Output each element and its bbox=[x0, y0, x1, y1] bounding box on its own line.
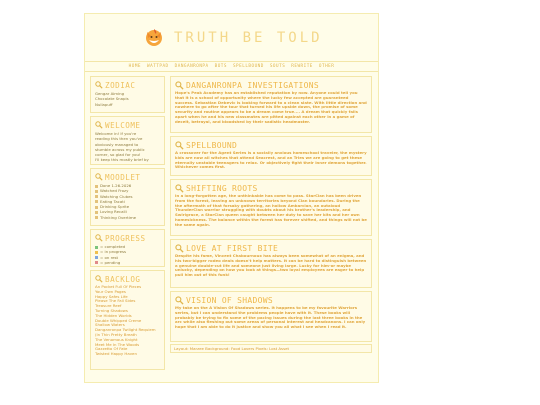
bullet-icon bbox=[95, 195, 98, 198]
moodlet-item: Watched Frozy bbox=[95, 188, 160, 193]
magnifier-icon bbox=[175, 244, 184, 253]
backlog-item[interactable]: Happy Safes Life bbox=[95, 293, 128, 299]
backlog-item[interactable]: Please The Fall Sides bbox=[95, 298, 136, 304]
post-text: My take on the A Vision Of Shadows series. It happens to be my favourite Warriors series, but I can understand the problems people have with it. These books will probably be trying to fix some of the pacing issues during the last three books in the arc while also fleshing out some areas of personal interest and headcanons. I can only hope that I am able to do it justice and show you all what I see when I read it. bbox=[175, 305, 366, 330]
zodiac-box bbox=[90, 76, 165, 113]
backlog-item[interactable]: Danganronpa Twilight Requiem (In Thin Pretty Breath bbox=[95, 327, 156, 337]
backlog-item[interactable]: An Pocket Full Of Pieces bbox=[95, 284, 142, 289]
progress-item: = in progress bbox=[95, 249, 160, 254]
progress-title: PROGRESS bbox=[105, 233, 146, 243]
status-dot-icon bbox=[95, 246, 98, 249]
nav-other[interactable]: OTHER bbox=[318, 64, 335, 69]
nav-rewrite[interactable]: REWRITE bbox=[291, 64, 313, 69]
bullet-icon bbox=[95, 211, 98, 214]
magnifier-icon bbox=[95, 121, 103, 129]
welcome-line: stumble across my public bbox=[95, 146, 145, 152]
zodiac-line: Nullapuff bbox=[95, 101, 113, 107]
backlog-title: BACKLOG bbox=[105, 274, 141, 284]
magnifier-icon bbox=[175, 184, 184, 193]
magnifier-icon bbox=[175, 296, 184, 305]
moodlet-item: Drinking Sprite bbox=[95, 204, 160, 209]
post-vision-of-shadows bbox=[170, 291, 372, 342]
top-nav bbox=[85, 61, 378, 72]
moodlet-item: Loving Recalli bbox=[95, 209, 160, 214]
post-text: A crossover for the Agent Series is a socially anxious homeschool traveler, the mystery kids are now all witches that attend Seacrest, and an Tries we are going to get these eternally unstable teenagers to relax. Or objectively fight their inner demons together. Whichever comes first. bbox=[175, 150, 367, 170]
moodlet-item: Watching Clubes bbox=[95, 194, 160, 199]
post-danganronpa-investigations bbox=[170, 76, 372, 133]
post-title[interactable]: SHIFTING ROOTS bbox=[186, 183, 258, 193]
progress-box bbox=[90, 229, 165, 267]
moodlet-title: MOODLET bbox=[105, 172, 141, 182]
post-title[interactable]: DANGANRONPA INVESTIGATIONS bbox=[186, 80, 320, 90]
magnifier-icon bbox=[95, 173, 103, 181]
progress-item: = on rest bbox=[95, 255, 160, 260]
welcome-line: corner, so glad for you! bbox=[95, 152, 141, 158]
backlog-item[interactable]: Shallow Waters bbox=[95, 322, 125, 328]
footer-credits: Layout: Marzee Background: Food Lovers Pixels: Lost Asset bbox=[170, 344, 372, 353]
welcome-line: Welcome in! If you're bbox=[95, 131, 137, 136]
moodlet-item: Done 1.26.2026 bbox=[95, 183, 160, 188]
welcome-box bbox=[90, 116, 165, 165]
backlog-item[interactable]: Meet Me In The Woods bbox=[95, 341, 140, 347]
nav-spellbound[interactable]: SPELLBOUND bbox=[232, 64, 264, 69]
bullet-icon bbox=[95, 190, 98, 193]
bullet-icon bbox=[95, 206, 98, 209]
moodlet-item: Eating Tacati bbox=[95, 199, 160, 204]
post-text: In a long-forgotten age, the unthinkable has come to pass. StarClan has been driven from the forest, leaving an unknown territories beyond Clan boundaries. During the the aftermath of that forsaky gathering, an hollow Ambarclan, an outaloud ThunderClan warrior struggling with doubts about his brother's leadership, and Swirlgrace, a StarClan queen caught between her duty to save her kits and her own homesickness. The balance within the forest has forever shifted, and things will not be the same again. bbox=[175, 193, 367, 227]
progress-item: = completed bbox=[95, 244, 160, 249]
post-text: Hope's Peak Academy has an established reputation by now. Anyone could tell you that it is a school of opportunity where the lucky few accepted are guaranteed success. Sebastian Debevic is looking forward to a clean slate. With little direction and nowhere to go after the tour that turned his life upside down, the promise of some security and routine appears to be a dream come true.... A dream that quickly falls apart when he and his new classmates are pitted against each other in a game of deceit, betrayal, and bloodshed by their sadistic headmaster. bbox=[175, 90, 367, 124]
backlog-item[interactable]: Gazzetto Of Fate bbox=[95, 346, 128, 352]
zodiac-line: Chocolate Snapis bbox=[95, 96, 129, 102]
post-title[interactable]: LOVE AT FIRST BITE bbox=[186, 243, 279, 253]
zodiac-title: ZODIAC bbox=[105, 80, 136, 90]
moodlet-item: Thinking Overtime bbox=[95, 215, 160, 220]
backlog-item[interactable]: Turning Shadows bbox=[95, 307, 128, 313]
post-shifting-roots bbox=[170, 179, 372, 236]
backlog-item[interactable]: Treasure Reef bbox=[95, 303, 122, 309]
backlog-item[interactable]: The Venomous Knight bbox=[95, 336, 138, 342]
welcome-line: reading this then you've bbox=[95, 136, 143, 142]
moodlet-box bbox=[90, 168, 165, 226]
sidebar bbox=[90, 76, 165, 373]
header bbox=[85, 14, 378, 60]
nav-bots[interactable]: BOTS bbox=[214, 64, 227, 69]
welcome-line: I'll keep this mostly brief by bbox=[95, 157, 149, 163]
nav-danganronpa[interactable]: DANGANRONPA bbox=[174, 64, 209, 69]
welcome-title: WELCOME bbox=[105, 120, 141, 130]
bullet-icon bbox=[95, 200, 98, 203]
welcome-line: obviously managed to bbox=[95, 141, 139, 147]
backlog-item[interactable]: The Hidden Worlds bbox=[95, 312, 132, 318]
nav-home[interactable]: HOME bbox=[128, 64, 142, 69]
magnifier-icon bbox=[95, 81, 103, 89]
fox-logo-icon bbox=[143, 26, 165, 48]
status-dot-icon bbox=[95, 256, 98, 259]
bullet-icon bbox=[95, 216, 98, 219]
status-dot-icon bbox=[95, 251, 98, 254]
bullet-icon bbox=[95, 185, 98, 188]
magnifier-icon bbox=[95, 275, 103, 283]
post-love-at-first-bite bbox=[170, 239, 372, 288]
progress-item: = pending bbox=[95, 260, 160, 265]
post-spellbound bbox=[170, 136, 372, 176]
post-text: Despite his fame, Vincent Chabournoux has always been somewhat of an enigma, and his two-bigger rodeo deals doesn't help matters. It can be hard to distinguish between a genuine double-cut life and someone just living large. Lucky for him-or maybe unlucky, depending on how you look at things—two loyal employees are eager to help pull him out of this funk! bbox=[175, 253, 367, 278]
backlog-item[interactable]: Twisted Happy Haven bbox=[95, 351, 137, 357]
magnifier-icon bbox=[175, 141, 184, 150]
zodiac-line: Gengar Aiming bbox=[95, 91, 125, 96]
magnifier-icon bbox=[175, 81, 184, 90]
backlog-box bbox=[90, 270, 165, 370]
status-dot-icon bbox=[95, 261, 98, 264]
site-title: TRUTH BE TOLD bbox=[174, 30, 323, 46]
post-title[interactable]: VISION OF SHADOWS bbox=[186, 295, 273, 305]
nav-wattpad[interactable]: WATTPAD bbox=[147, 64, 169, 69]
backlog-item[interactable]: Double Whipped Creme bbox=[95, 317, 142, 323]
nav-souts[interactable]: SOUTS bbox=[269, 64, 286, 69]
post-title[interactable]: SPELLBOUND bbox=[186, 140, 238, 150]
backlog-item[interactable]: Your Own Pages bbox=[95, 288, 126, 294]
main-content bbox=[170, 76, 372, 345]
magnifier-icon bbox=[95, 234, 103, 242]
